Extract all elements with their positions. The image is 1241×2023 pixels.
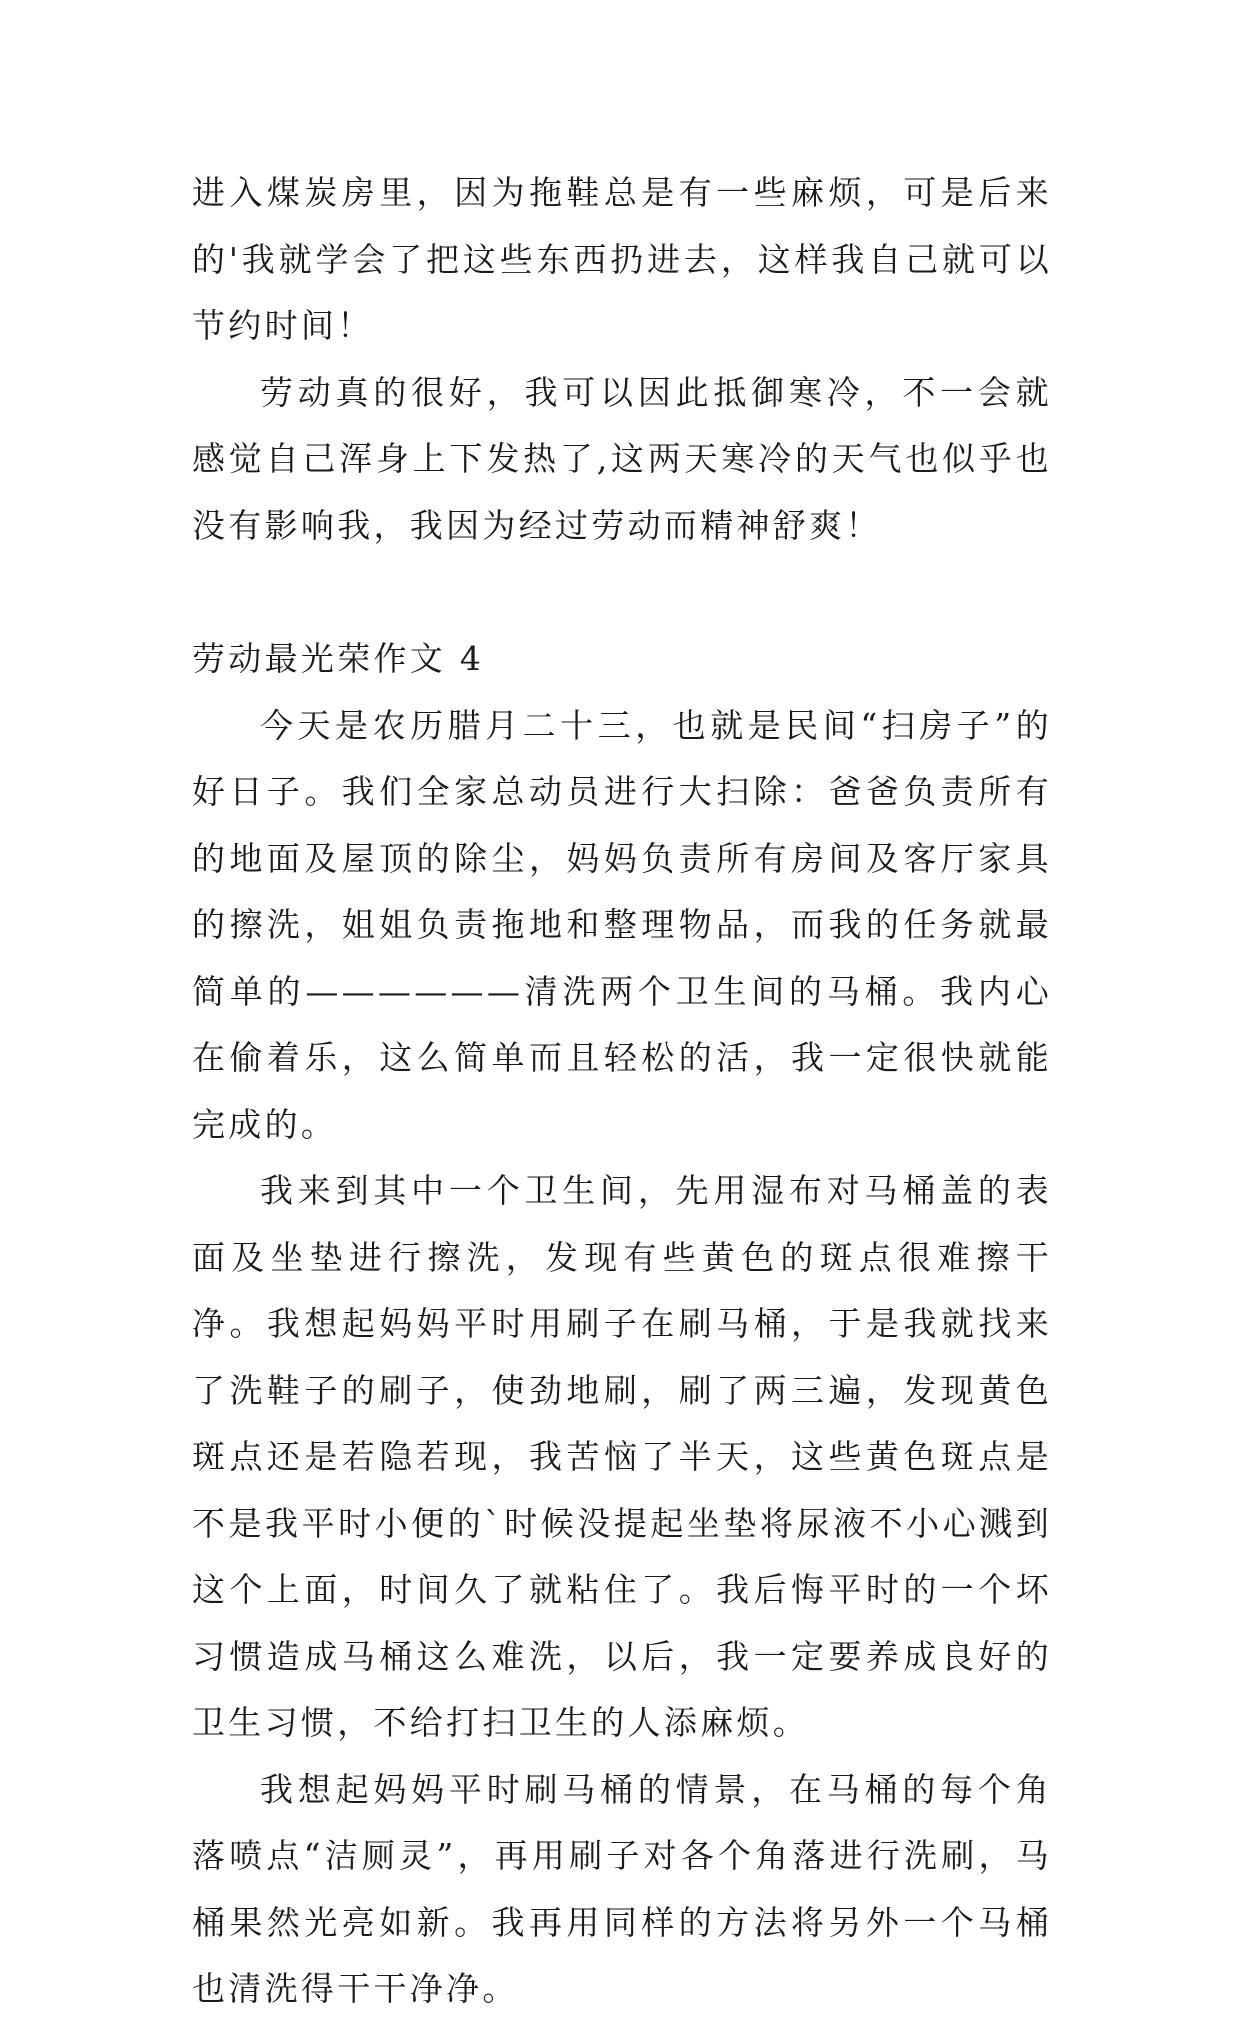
paragraph: 劳动真的很好，我可以因此抵御寒冷，不一会就感觉自己浑身上下发热了,这两天寒冷的天气也似乎也没有影响我，我因为经过劳动而精神舒爽！: [192, 372, 1052, 545]
paragraph: 我来到其中一个卫生间，先用湿布对马桶盖的表面及坐垫进行擦洗，发现有些黄色的斑点很难擦干净。我想起妈妈平时用刷子在刷马桶，于是我就找来了洗鞋子的刷子，使劲地刷，刷了两三遍，发现黄色斑点还是若隐若现，我苦恼了半天，这些黄色斑点是不是我平时小便的`时候没提起坐垫将尿液不小心溅到这个上面，时间久了就粘住了。我后悔平时的一个坏习惯造成马桶这么难洗，以后，我一定要养成良好的卫生习惯，不给打扫卫生的人添麻烦。: [192, 1171, 1052, 1742]
document-body: [192, 160, 1052, 2023]
paragraph-continued: 进入煤炭房里，因为拖鞋总是有一些麻烦，可是后来的'我就学会了把这些东西扔进去，这样我自己就可以节约时间！: [192, 173, 1052, 345]
paragraph: 今天是农历腊月二十三，也就是民间“扫房子”的好日子。我们全家总动员进行大扫除：爸爸负责所有的地面及屋顶的除尘，妈妈负责所有房间及客厅家具的擦洗，姐姐负责拖地和整理物品，而我的任务就最简单的——————清洗两个卫生间的马桶。我内心在偷着乐，这么简单而且轻松的活，我一定很快就能完成的。: [192, 705, 1052, 1144]
section-title: 劳动最光荣作文 4: [192, 639, 485, 678]
paragraph: 我想起妈妈平时刷马桶的情景，在马桶的每个角落喷点“洁厕灵”，再用刷子对各个角落进行洗刷，马桶果然光亮如新。我再用同样的方法将另外一个马桶也清洗得干干净净。: [192, 1769, 1052, 2008]
